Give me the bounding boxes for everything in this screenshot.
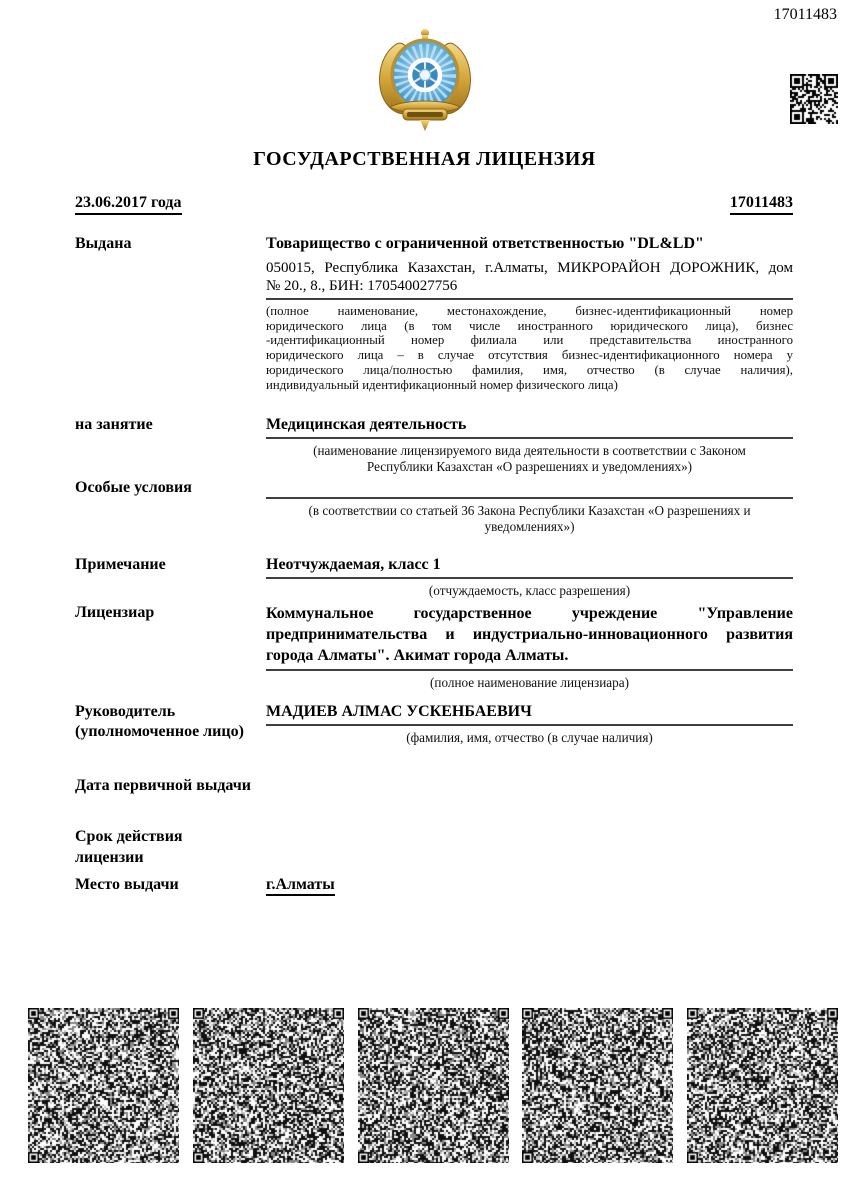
issued-to-address: 050015, Республика Казахстан, г.Алматы, МИКРОРАЙОН ДОРОЖНИК, дом № 20., 8., БИН: 170540027756 (266, 260, 793, 294)
document-title: ГОСУДАРСТВЕННАЯ ЛИЦЕНЗИЯ (253, 148, 596, 170)
field-row-activity (75, 415, 793, 475)
barcode-block (687, 1008, 838, 1163)
field-value-issued-to: Товарищество с ограниченной ответственностью "DL&LD" (266, 235, 704, 252)
field-underline (266, 437, 793, 439)
field-label-licensor: Лицензиар (75, 604, 155, 621)
field-row-licensor (75, 603, 793, 691)
field-underline (266, 298, 793, 300)
barcode-block (522, 1008, 673, 1163)
field-row-issue-place (75, 875, 793, 895)
field-label-validity: Срок действия лицензии (75, 828, 183, 866)
barcode-block (28, 1008, 179, 1163)
field-value-note: Неотчуждаемая, класс 1 (266, 556, 441, 573)
field-row-first-issue-date (75, 776, 793, 796)
field-value-issue-place: г.Алматы (266, 876, 335, 896)
field-hint-special-conditions: (в соответствии со статьей 36 Закона Республики Казахстан «О разрешениях и уведомлениях») (308, 503, 751, 534)
field-label-issue-place: Место выдачи (75, 876, 179, 893)
field-row-special-conditions (75, 478, 793, 535)
field-label-first-issue-date: Дата первичной выдачи (75, 777, 252, 794)
date-number-row (75, 194, 793, 215)
field-hint-activity: (наименование лицензируемого вида деятельности в соответствии с Законом Республики Казахстан «О разрешениях и уведомлениях») (313, 443, 746, 474)
barcode-strip (28, 1008, 838, 1163)
barcode-block (193, 1008, 344, 1163)
barcode-block (358, 1008, 509, 1163)
field-underline (266, 724, 793, 726)
field-underline (266, 497, 793, 499)
field-label-issued-to: Выдана (75, 235, 132, 252)
field-row-issued-to (75, 234, 793, 392)
field-label-note: Примечание (75, 556, 166, 573)
field-underline (266, 577, 793, 579)
field-value-activity: Медицинская деятельность (266, 416, 467, 433)
field-label-head: Руководитель (уполномоченное лицо) (75, 703, 244, 740)
field-underline (266, 669, 793, 671)
field-hint-licensor: (полное наименование лицензиара) (430, 675, 629, 690)
field-hint-note: (отчуждаемость, класс разрешения) (428, 583, 631, 598)
field-row-validity (75, 826, 793, 868)
kazakhstan-emblem-icon (370, 24, 480, 134)
field-hint-head: (фамилия, имя, отчество (в случае наличия) (406, 730, 653, 745)
field-row-note (75, 555, 793, 599)
field-value-head: МАДИЕВ АЛМАС УСКЕНБАЕВИЧ (266, 703, 532, 720)
document-number-top: 17011483 (773, 6, 837, 23)
field-label-special-conditions: Особые условия (75, 479, 192, 496)
field-value-licensor: Коммунальное государственное учреждение "Управление предпринимательства и индустриально-инновационного развития города Алматы". Акимат города Алматы. (266, 605, 793, 664)
field-hint-issued-to: (полное наименование, местонахождение, бизнес-идентификационный номер юридического лица (в том числе иностранного юридического лица), бизнес -идентификационный номер филиала или представительства иностранного юридического лица – в случае отсутствия бизнес-идентификационного номера у юридического лица/полностью фамилия, имя, отчество (в случае наличия), индивидуальный идентификационный номер физического лица) (266, 304, 793, 392)
field-value-special-conditions (266, 478, 793, 494)
field-label-activity: на занятие (75, 416, 153, 433)
field-row-head (75, 702, 793, 746)
qr-code-icon (790, 74, 838, 124)
issue-date: 23.06.2017 года (75, 194, 182, 215)
license-number: 17011483 (730, 194, 793, 215)
